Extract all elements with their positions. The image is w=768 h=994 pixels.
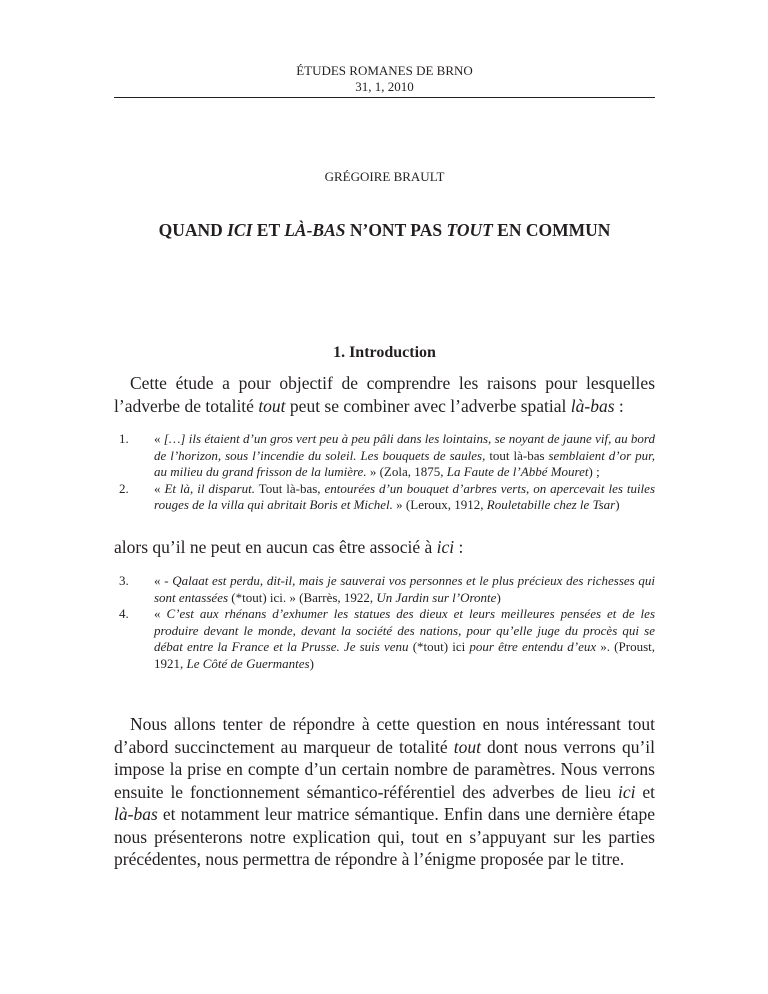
italic-run: Le Côté de Guermantes [186,655,310,671]
journal-name: ÉTUDES ROMANES DE BRNO [296,63,473,78]
text-run: « [154,431,164,446]
italic-run: là-bas [114,804,158,824]
text-run: peut se combiner avec l’adverbe spatial [285,395,571,416]
italic-run: Un Jardin sur l’Oronte [376,589,497,605]
title-italic: ICI [227,220,253,240]
text-run: : [454,537,464,557]
text-run: ». (Proust, 1921, [154,639,655,671]
text-run: : [614,395,624,416]
title-part: EN COMMUN [492,220,611,240]
text-run: et [635,781,655,802]
example-number: 4. [119,606,129,621]
italic-run: C’est aux rhénans d’exhumer les statues des dieux et leurs meilleures pensées et de les produire devant le monde, devant la société des nations, pour qu’elle juge du procès qui se débat entre la France et la Prusse. Je suis venu [154,606,656,654]
italic-run: là-bas [570,395,615,416]
article-title [114,219,655,241]
italic-run: […] ils étaient d’un gros vert peu à peu pâli dans les lointains, se noyant de jaune vif, au bord de l’horizon, sous l’incendie du soleil. Les bouquets de saules, [154,431,656,463]
title-italic: TOUT [446,220,493,240]
italic-run: La Faute de l’Abbé Mouret [446,464,589,479]
example-item [114,573,655,606]
italic-run: tout [453,736,481,757]
transition-paragraph [114,536,655,559]
running-head [114,63,655,95]
text-run: ) [496,589,501,605]
text-run: (*tout) ici [408,639,470,654]
text-run: Cette étude a pour objectif de comprendre les raisons pour lesquelles l’adverbe de totalité [114,373,655,416]
example-number: 2. [119,480,129,496]
example-text [154,606,655,672]
example-item [114,431,655,481]
text-run: et notamment leur matrice sémantique. Enfin dans une dernière étape nous présenterons notre explication qui, tout en s’appuyant sur les parties précédentes, nous permettra de répondre à l’énigme proposée par le titre. [114,804,655,869]
italic-run: pour être entendu d’eux [469,639,597,654]
example-text [154,431,655,481]
text-run: (*tout) ici. » (Barrès, 1922, [228,589,377,605]
text-run: Nous allons tenter de répondre à cette question en nous intéressant tout d’abord succinctement au marqueur de totalité [114,714,655,757]
title-part: QUAND [158,220,228,240]
italic-run: Et là, il disparut. [164,480,255,496]
text-run: tout là-bas [485,447,549,463]
italic-run: entourées d’un bouquet d’arbres verts, on apercevait les tuiles rouges de la villa qui abritait Boris et Michel. [154,480,656,512]
text-run: ) ; [588,464,600,479]
example-text [154,573,655,606]
italic-run: ici [436,537,455,557]
example-item [114,481,655,514]
text-run: alors qu’il ne peut en aucun cas être associé à [114,537,437,557]
italic-run: tout [258,395,286,416]
italic-run: semblaient d’or pur, au milieu du grand frisson de la lumière. [154,447,655,479]
italic-run: - Qalaat est perdu, dit-il, mais je sauverai vos personnes et le plus précieux des richesses qui sont entassées [154,573,656,605]
title-part: N’ONT PAS [345,220,447,240]
section-heading: 1. Introduction [333,344,436,361]
example-text [154,481,655,514]
title-part: ET [252,220,285,240]
text-run: « [154,573,165,588]
example-item [114,606,655,672]
journal-issue: 31, 1, 2010 [355,79,414,94]
italic-run: ici [617,781,636,802]
text-run: » (Zola, 1875, [366,464,447,479]
header-rule [114,97,655,98]
author-name: GRÉGOIRE BRAULT [324,169,445,184]
example-number: 3. [119,573,129,588]
text-run: Tout là-bas, [254,480,325,496]
plan-paragraph [114,713,655,871]
example-number: 1. [119,431,129,446]
example-list-la-bas [114,431,655,514]
text-run: ) [615,497,620,512]
text-run: « [154,606,167,621]
text-run: ) [309,655,314,671]
intro-paragraph [114,372,655,417]
text-run: « [154,480,165,496]
title-italic: LÀ-BAS [284,220,346,240]
text-run: » (Leroux, 1912, [392,497,487,512]
example-list-ici [114,573,655,672]
italic-run: Rouletabille chez le Tsar [486,497,616,512]
text-run: dont nous verrons qu’il impose la prise en compte d’un certain nombre de paramètres. Nous verrons ensuite le fonctionnement sémantico-référentiel des adverbes de lieu [114,736,655,802]
